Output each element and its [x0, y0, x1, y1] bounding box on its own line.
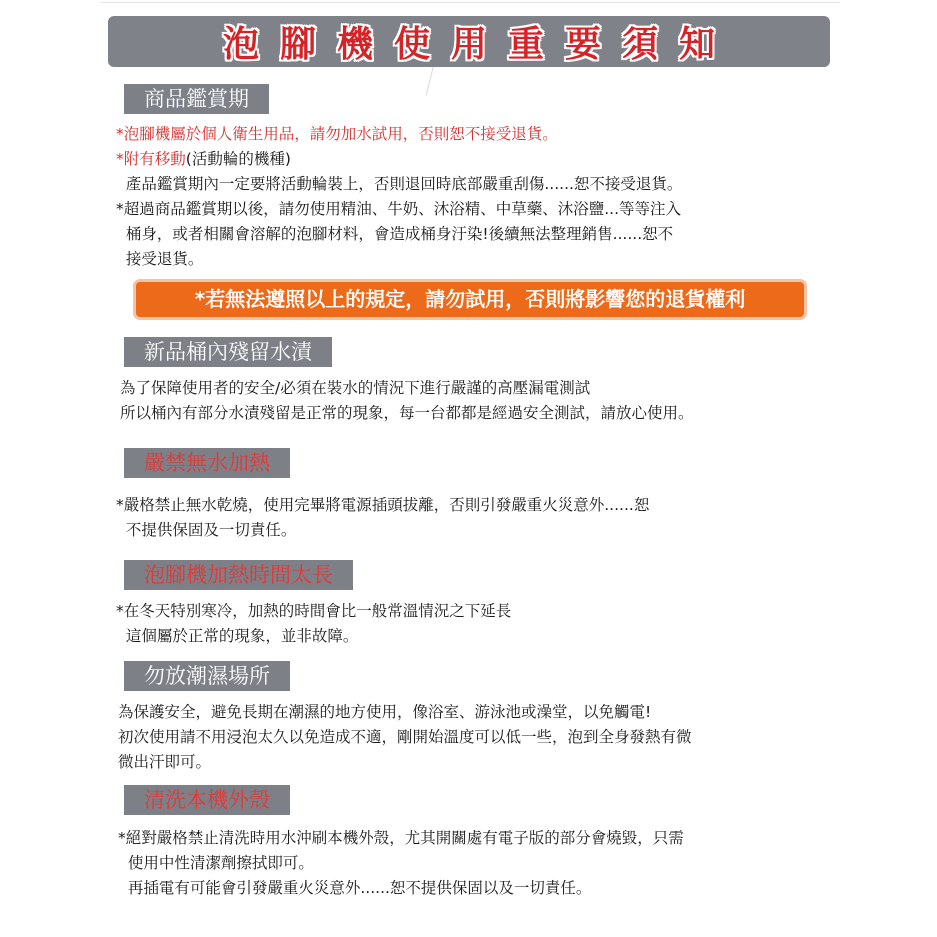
- text-line: *超過商品鑑賞期以後，請勿使用精油、牛奶、沐浴精、中草藥、沐浴鹽...等等注入: [116, 200, 682, 218]
- text-line: *嚴格禁止無水乾燒，使用完畢將電源插頭拔離，否則引發嚴重火災意外......恕: [116, 496, 650, 514]
- section-heading-no-dry-heating: 嚴禁無水加熱: [124, 448, 290, 478]
- text-line: 接受退貨。: [116, 250, 204, 268]
- section-heading-residual-water: 新品桶內殘留水漬: [124, 337, 332, 367]
- section-heading-appreciation-period: 商品鑑賞期: [124, 84, 269, 114]
- text-span-red: *附有移動: [116, 150, 186, 168]
- text-line: 初次使用請不用浸泡太久以免造成不適，剛開始溫度可以低一些，泡到全身發熱有微: [118, 728, 692, 746]
- text-line: 使用中性清潔劑擦拭即可。: [118, 854, 314, 872]
- section-heading-no-humid-places: 勿放潮濕場所: [124, 661, 290, 691]
- section-body-no-humid-places: [118, 700, 838, 775]
- section-body-appreciation-period: [116, 122, 836, 272]
- section-body-clean-casing: [118, 826, 838, 901]
- top-divider: [100, 2, 840, 3]
- text-line: 產品鑑賞期內一定要將活動輪裝上，否則退回時底部嚴重刮傷......恕不接受退貨。: [116, 175, 683, 193]
- text-line: 這個屬於正常的現象，並非故障。: [116, 627, 359, 645]
- section-body-long-heating-time: [116, 599, 836, 649]
- section-body-no-dry-heating: [116, 493, 836, 543]
- warning-notice-banner: *若無法遵照以上的規定，請勿試用，否則將影響您的退貨權利: [136, 282, 804, 317]
- text-line: *絕對嚴格禁止清洗時用水沖刷本機外殼，尤其開關處有電子版的部分會燒毀，只需: [118, 829, 684, 847]
- text-line: 所以桶內有部分水漬殘留是正常的現象，每一台都都是經過安全測試，請放心使用。: [120, 404, 694, 422]
- text-line: 桶身，或者相關會溶解的泡腳材料，會造成桶身汙染!後續無法整理銷售......恕不: [116, 225, 674, 243]
- text-line: 再插電有可能會引發嚴重火災意外......恕不提供保固以及一切責任。: [118, 879, 592, 897]
- text-line: 微出汗即可。: [118, 753, 212, 771]
- text-span: (活動輪的機種): [185, 150, 291, 168]
- text-line: [116, 147, 836, 172]
- title-banner: [108, 16, 830, 67]
- section-body-residual-water: [120, 376, 840, 426]
- section-heading-clean-casing: 清洗本機外殼: [124, 785, 290, 815]
- section-heading-long-heating-time: 泡腳機加熱時間太長: [124, 560, 353, 590]
- text-line: 為保護安全，避免長期在潮濕的地方使用，像浴室、游泳池或澡堂，以免觸電!: [118, 703, 652, 721]
- text-line: *泡腳機屬於個人衛生用品，請勿加水試用，否則恕不接受退貨。: [116, 125, 558, 143]
- text-line: 為了保障使用者的安全/必須在裝水的情況下進行嚴謹的高壓漏電測試: [120, 379, 591, 397]
- page-title: 泡腳機使用重要須知: [222, 24, 736, 65]
- text-line: *在冬天特別寒冷，加熱的時間會比一般常溫情況之下延長: [116, 602, 512, 620]
- text-line: 不提供保固及一切責任。: [116, 521, 297, 539]
